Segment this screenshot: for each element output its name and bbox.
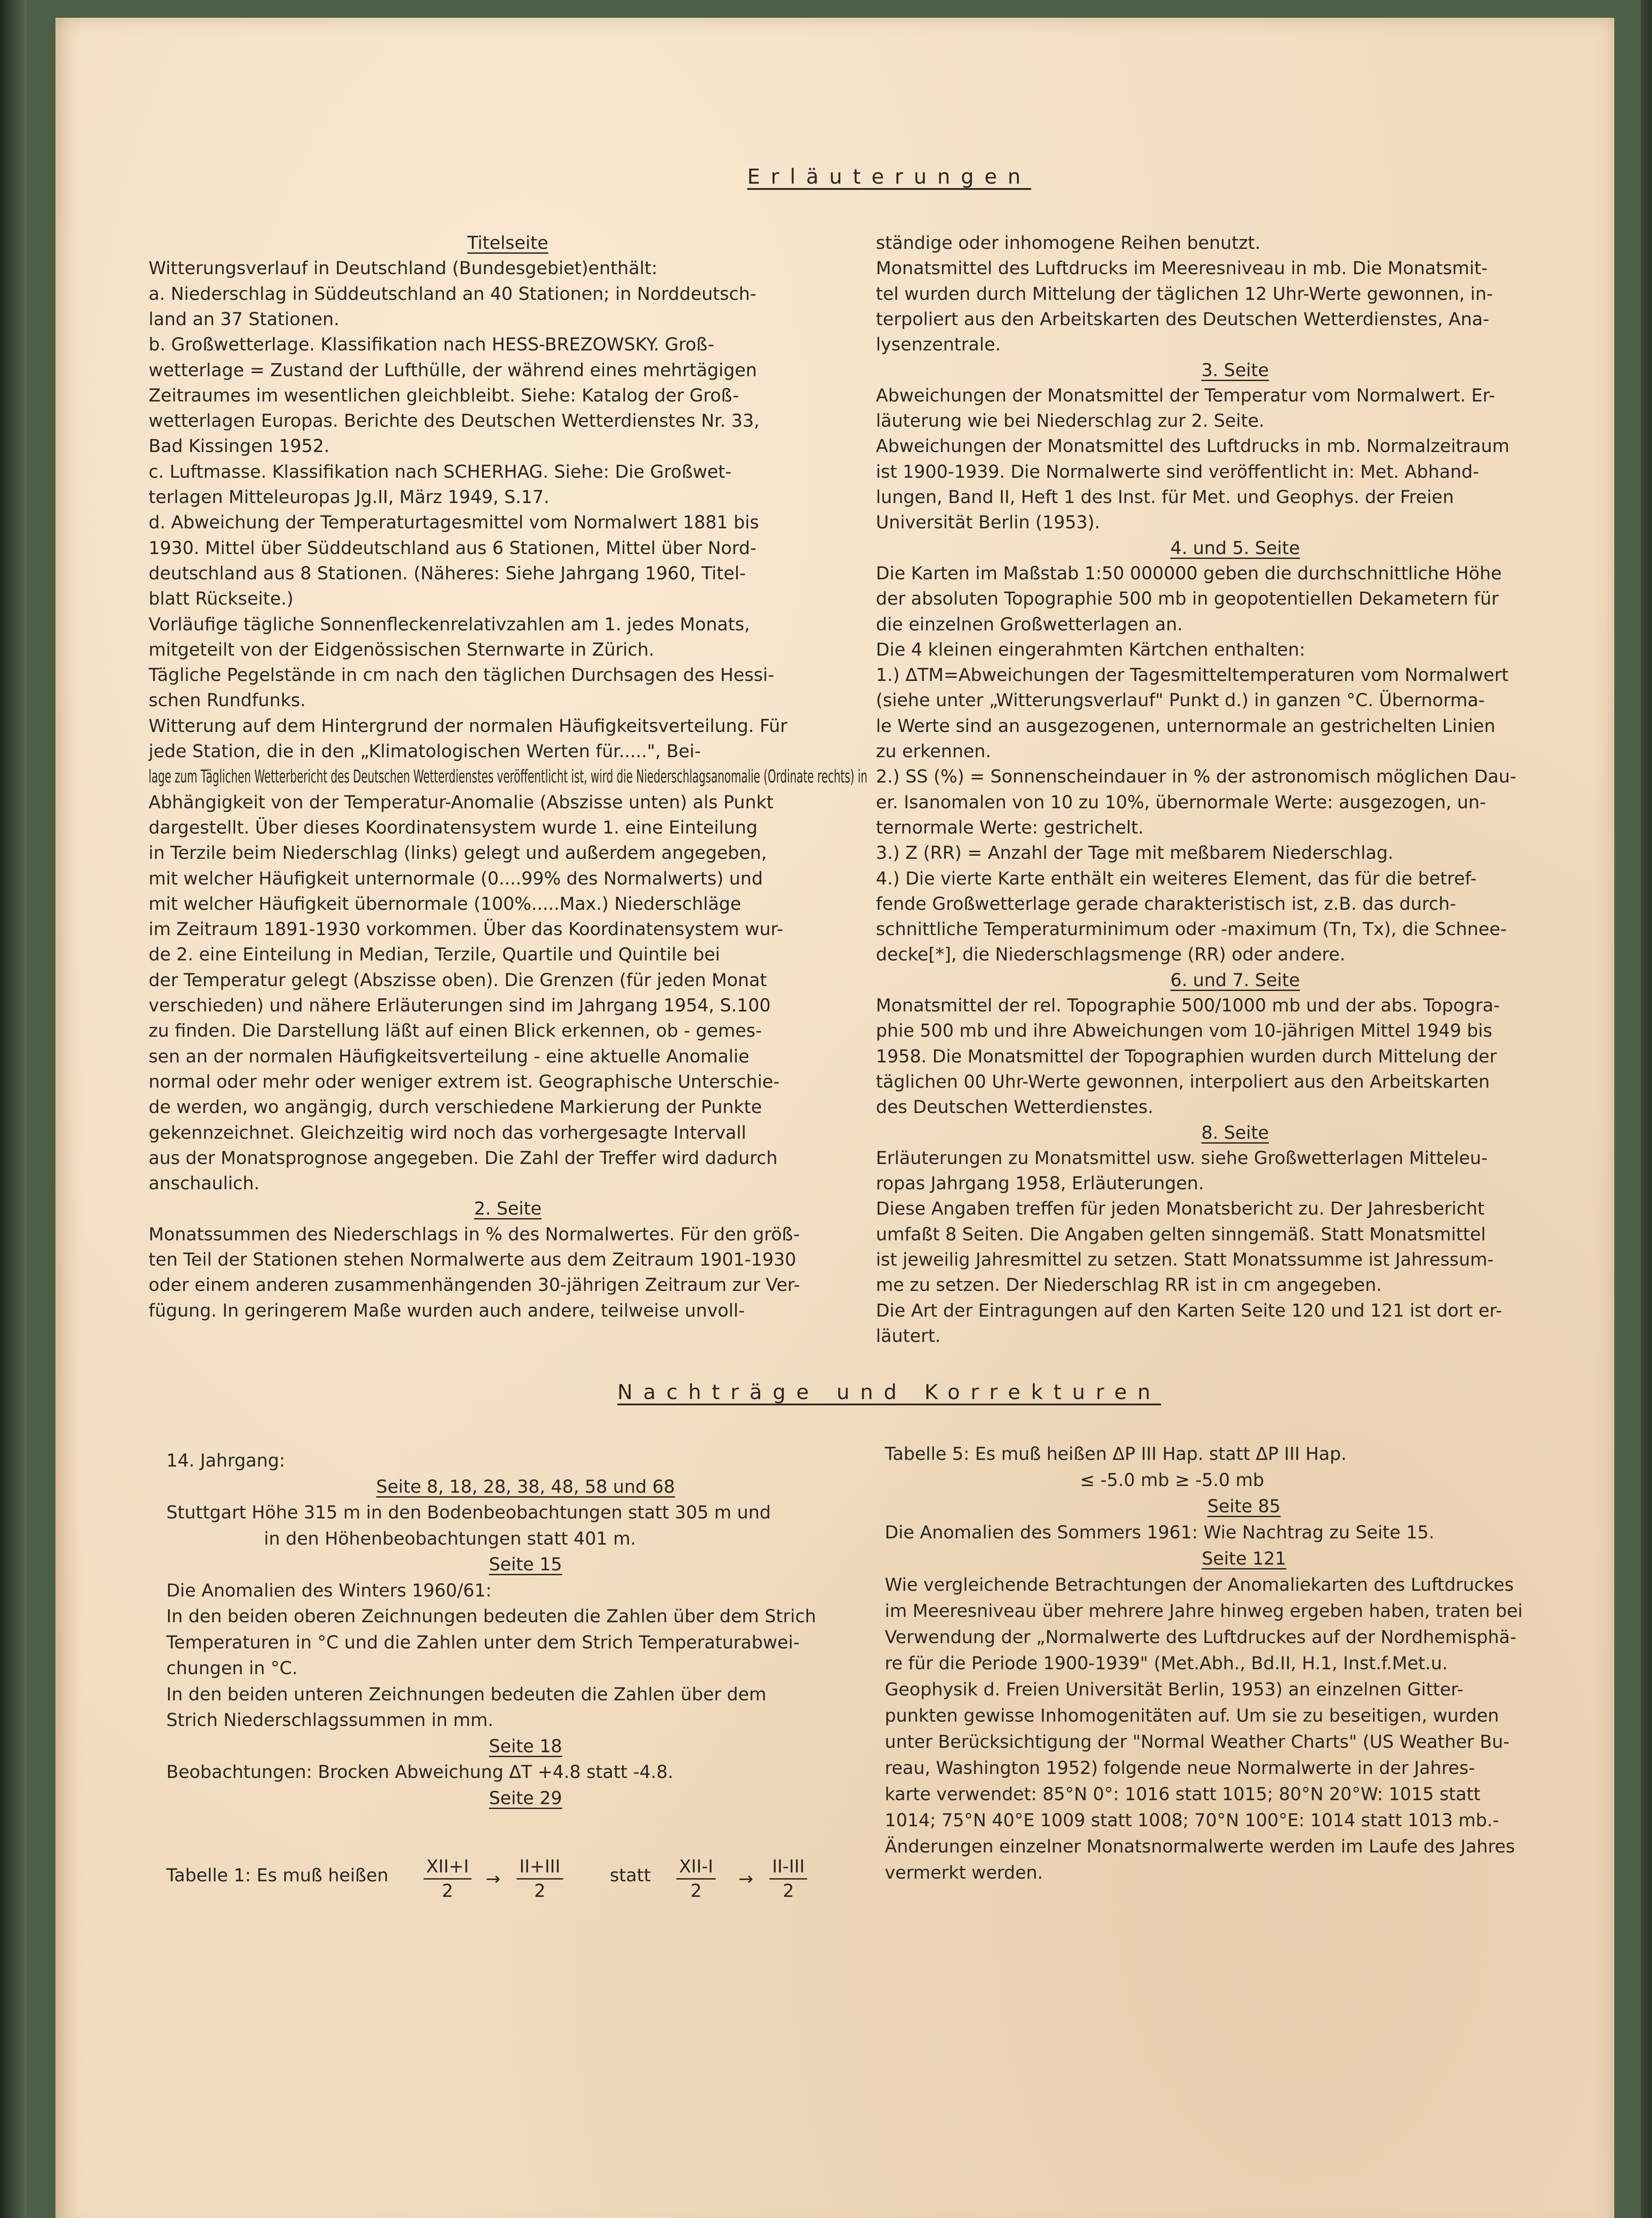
text-line: Tabelle 5: Es muß heißen ΔP III Hap. statt ΔP III Hap. bbox=[885, 1444, 1347, 1464]
text-line: läutert. bbox=[876, 1325, 941, 1346]
text-line: anschaulich. bbox=[149, 1173, 260, 1194]
text-line: fügung. In geringerem Maße wurden auch andere, teilweise unvoll- bbox=[149, 1300, 745, 1321]
text-line: Erläuterungen zu Monatsmittel usw. siehe Großwetterlagen Mitteleu- bbox=[876, 1148, 1488, 1168]
tabelle1-prefix: Tabelle 1: Es muß heißen bbox=[166, 1865, 388, 1886]
subheading: 3. Seite bbox=[1201, 360, 1269, 381]
subheading: Seite 121 bbox=[1201, 1549, 1287, 1569]
text-line: der Temperatur gelegt (Abszisse oben). Die Grenzen (für jeden Monat bbox=[149, 970, 767, 991]
text-line: fende Großwetterlage gerade charakteristisch ist, z.B. das durch- bbox=[876, 893, 1456, 914]
text-line: verschieden) und nähere Erläuterungen sind im Jahrgang 1954, S.100 bbox=[149, 995, 771, 1016]
text-line: gekennzeichnet. Gleichzeitig wird noch das vorhergesagte Intervall bbox=[149, 1122, 746, 1143]
text-line: ropas Jahrgang 1958, Erläuterungen. bbox=[876, 1173, 1204, 1194]
text-line: im Meeresniveau über mehrere Jahre hinweg ergeben haben, traten bei bbox=[885, 1601, 1523, 1621]
text-line: zu finden. Die Darstellung läßt auf einen Blick erkennen, ob - gemes- bbox=[149, 1021, 762, 1042]
fraction-4: II-III 2 bbox=[769, 1855, 807, 1903]
text-line: 3.) Z (RR) = Anzahl der Tage mit meßbarem Niederschlag. bbox=[876, 843, 1393, 864]
text-line: er. Isanomalen von 10 zu 10%, übernormale Werte: ausgezogen, un- bbox=[876, 792, 1486, 813]
text-line: Zeitraumes im wesentlichen gleichbleibt. Siehe: Katalog der Groß- bbox=[149, 385, 739, 406]
text-line: oder einem anderen zusammenhängenden 30-jährigen Zeitraum zur Ver- bbox=[149, 1275, 800, 1296]
text-line: Geophysik d. Freien Universität Berlin, 1953) an einzelnen Gitter- bbox=[885, 1679, 1464, 1700]
subheading: Titelseite bbox=[467, 233, 549, 253]
text-line: in den Höhenbeobachtungen statt 401 m. bbox=[264, 1528, 636, 1549]
subheading: 8. Seite bbox=[1201, 1122, 1269, 1143]
text-line: Monatsmittel der rel. Topographie 500/1000 mb und der abs. Topogra- bbox=[876, 995, 1500, 1016]
text-line: mit welcher Häufigkeit übernormale (100%.....Max.) Niederschläge bbox=[149, 893, 742, 914]
text-line: 14. Jahrgang: bbox=[166, 1451, 285, 1471]
text-line: normal oder mehr oder weniger extrem ist. Geographische Unterschie- bbox=[149, 1071, 780, 1092]
text-line: Stuttgart Höhe 315 m in den Bodenbeobachtungen statt 305 m und bbox=[166, 1502, 771, 1523]
text-line: (siehe unter „Witterungsverlauf" Punkt d.) in ganzen °C. Übernorma- bbox=[876, 690, 1485, 711]
text-line: reau, Washington 1952) folgende neue Normalwerte in der Jahres- bbox=[885, 1758, 1475, 1778]
text-line: schen Rundfunks. bbox=[149, 690, 306, 711]
text-line: karte verwendet: 85°N 0°: 1016 statt 1015; 80°N 20°W: 1015 statt bbox=[885, 1784, 1481, 1805]
text-line: schnittliche Temperaturminimum oder -maximum (Tn, Tx), die Schnee- bbox=[876, 919, 1507, 940]
tabelle1-correction bbox=[166, 1856, 876, 1930]
text-line: 2.) SS (%) = Sonnenscheindauer in % der astronomisch möglichen Dau- bbox=[876, 767, 1517, 787]
text-line: Strich Niederschlagssummen in mm. bbox=[166, 1710, 494, 1730]
text-line: ternormale Werte: gestrichelt. bbox=[876, 817, 1144, 838]
text-line: Temperaturen in °C und die Zahlen unter dem Strich Temperaturabwei- bbox=[166, 1632, 800, 1653]
text-line: lage zum Täglichen Wetterbericht des Deutschen Wetterdienstes veröffentlicht ist, wird die Niederschlagsanomalie (Ordinate rechts) in bbox=[149, 767, 867, 787]
text-line: ≤ -5.0 mb ≥ -5.0 mb bbox=[1080, 1470, 1264, 1490]
text-line: mitgeteilt von der Eidgenössischen Sternwarte in Zürich. bbox=[149, 639, 655, 660]
text-line: zu erkennen. bbox=[876, 741, 991, 762]
text-line: de werden, wo angängig, durch verschiedene Markierung der Punkte bbox=[149, 1097, 762, 1118]
text-line: de 2. eine Einteilung in Median, Terzile, Quartile und Quintile bei bbox=[149, 944, 720, 965]
text-line: wetterlage = Zustand der Lufthülle, der während eines mehrtägigen bbox=[149, 360, 757, 381]
statt-label: statt bbox=[610, 1865, 651, 1886]
text-line: Die Karten im Maßstab 1:50 000000 geben die durchschnittliche Höhe bbox=[876, 563, 1502, 584]
fraction-2: II+III 2 bbox=[517, 1855, 563, 1903]
text-line: Witterung auf dem Hintergrund der normalen Häufigkeitsverteilung. Für bbox=[149, 716, 788, 736]
text-line: decke[*], die Niederschlagsmenge (RR) oder andere. bbox=[876, 944, 1346, 965]
text-line: Verwendung der „Normalwerte des Luftdruckes auf der Nordhemisphä- bbox=[885, 1627, 1517, 1648]
subheading: Seite 29 bbox=[489, 1788, 562, 1809]
arrow-1: → bbox=[486, 1869, 501, 1889]
text-line: deutschland aus 8 Stationen. (Näheres: Siehe Jahrgang 1960, Titel- bbox=[149, 563, 746, 584]
text-line: Tägliche Pegelstände in cm nach den täglichen Durchsagen des Hessi- bbox=[149, 665, 774, 686]
text-line: vermerkt werden. bbox=[885, 1863, 1043, 1883]
text-line: aus der Monatsprognose angegeben. Die Zahl der Treffer wird dadurch bbox=[149, 1148, 778, 1168]
text-line: lysenzentrale. bbox=[876, 334, 1001, 355]
text-line: Diese Angaben treffen für jeden Monatsbericht zu. Der Jahresbericht bbox=[876, 1199, 1485, 1219]
section-title-nachtraege: Nachträge und Korrekturen bbox=[617, 1380, 1161, 1404]
text-line: 1014; 75°N 40°E 1009 statt 1008; 70°N 100°E: 1014 statt 1013 mb.- bbox=[885, 1810, 1499, 1831]
text-line: Monatsmittel des Luftdrucks im Meeresniveau in mb. Die Monatsmit- bbox=[876, 258, 1488, 279]
text-line: ist jeweilig Jahresmittel zu setzen. Statt Monatssumme ist Jahressum- bbox=[876, 1250, 1494, 1270]
text-line: le Werte sind an ausgezogenen, unternormale an gestrichelten Linien bbox=[876, 716, 1495, 736]
text-line: ist 1900-1939. Die Normalwerte sind veröffentlicht in: Met. Abhand- bbox=[876, 461, 1479, 482]
text-line: in Terzile beim Niederschlag (links) gelegt und außerdem angegeben, bbox=[149, 843, 767, 864]
text-line: chungen in °C. bbox=[166, 1658, 298, 1679]
text-line: Monatssummen des Niederschlags in % des Normalwertes. Für den größ- bbox=[149, 1224, 800, 1245]
text-line: blatt Rückseite.) bbox=[149, 589, 294, 610]
document-page bbox=[55, 18, 1614, 2218]
text-line: dargestellt. Über dieses Koordinatensystem wurde 1. eine Einteilung bbox=[149, 817, 758, 838]
text-line: Abhängigkeit von der Temperatur-Anomalie (Abszisse unten) als Punkt bbox=[149, 792, 774, 813]
text-line: die einzelnen Großwetterlagen an. bbox=[876, 614, 1183, 635]
text-line: Abweichungen der Monatsmittel der Temperatur vom Normalwert. Er- bbox=[876, 385, 1495, 406]
fraction-1: XII+I 2 bbox=[424, 1855, 471, 1903]
text-line: Wie vergleichende Betrachtungen der Anomaliekarten des Luftdruckes bbox=[885, 1575, 1514, 1595]
text-line: Universität Berlin (1953). bbox=[876, 512, 1100, 533]
fraction-3: XII-I 2 bbox=[676, 1855, 716, 1903]
text-line: täglichen 00 Uhr-Werte gewonnen, interpoliert aus den Arbeitskarten bbox=[876, 1071, 1490, 1092]
subheading: 6. und 7. Seite bbox=[1170, 970, 1300, 991]
text-line: wetterlagen Europas. Berichte des Deutschen Wetterdienstes Nr. 33, bbox=[149, 411, 760, 432]
text-line: terpoliert aus den Arbeitskarten des Deutschen Wetterdienstes, Ana- bbox=[876, 309, 1489, 330]
text-line: sen an der normalen Häufigkeitsverteilung - eine aktuelle Anomalie bbox=[149, 1046, 749, 1067]
text-line: 1.) ΔTM=Abweichungen der Tagesmitteltemperaturen vom Normalwert bbox=[876, 665, 1509, 686]
text-line: me zu setzen. Der Niederschlag RR ist in cm angegeben. bbox=[876, 1275, 1382, 1296]
text-line: der absoluten Topographie 500 mb in geopotentiellen Dekametern für bbox=[876, 589, 1499, 610]
subheading: Seite 18 bbox=[489, 1736, 562, 1757]
text-line: mit welcher Häufigkeit unternormale (0....99% des Normalwerts) und bbox=[149, 868, 763, 889]
text-line: ten Teil der Stationen stehen Normalwerte aus dem Zeitraum 1901-1930 bbox=[149, 1250, 797, 1270]
text-line: land an 37 Stationen. bbox=[149, 309, 340, 330]
text-line: Die Art der Eintragungen auf den Karten Seite 120 und 121 ist dort er- bbox=[876, 1300, 1502, 1321]
text-line: terlagen Mitteleuropas Jg.II, März 1949, S.17. bbox=[149, 487, 549, 507]
text-line: jede Station, die in den „Klimatologischen Werten für.....", Bei- bbox=[149, 741, 701, 762]
text-line: Vorläufige tägliche Sonnenfleckenrelativzahlen am 1. jedes Monats, bbox=[149, 614, 750, 635]
text-line: c. Luftmasse. Klassifikation nach SCHERHAG. Siehe: Die Großwet- bbox=[149, 461, 732, 482]
section-title-erlaeuterungen: Erläuterungen bbox=[747, 165, 1032, 189]
text-line: 4.) Die vierte Karte enthält ein weiteres Element, das für die betref- bbox=[876, 868, 1477, 889]
text-line: 1930. Mittel über Süddeutschland aus 6 Stationen, Mittel über Nord- bbox=[149, 538, 757, 558]
text-line: im Zeitraum 1891-1930 vorkommen. Über das Koordinatensystem wur- bbox=[149, 919, 783, 940]
text-line: Änderungen einzelner Monatsnormalwerte werden im Laufe des Jahres bbox=[885, 1837, 1515, 1857]
text-line: lungen, Band II, Heft 1 des Inst. für Met. und Geophys. der Freien bbox=[876, 487, 1454, 507]
text-line: ständige oder inhomogene Reihen benutzt. bbox=[876, 233, 1261, 253]
text-line: Beobachtungen: Brocken Abweichung ΔT +4.8 statt -4.8. bbox=[166, 1762, 674, 1782]
text-line: des Deutschen Wetterdienstes. bbox=[876, 1097, 1154, 1118]
subheading: 4. und 5. Seite bbox=[1170, 538, 1300, 558]
text-line: umfaßt 8 Seiten. Die Angaben gelten sinngemäß. Statt Monatsmittel bbox=[876, 1224, 1486, 1245]
text-line: 1958. Die Monatsmittel der Topographien wurden durch Mittelung der bbox=[876, 1046, 1497, 1067]
arrow-2: → bbox=[738, 1869, 753, 1889]
text-line: b. Großwetterlage. Klassifikation nach HESS-BREZOWSKY. Groß- bbox=[149, 334, 714, 355]
text-line: Bad Kissingen 1952. bbox=[149, 436, 330, 457]
text-line: In den beiden unteren Zeichnungen bedeuten die Zahlen über dem bbox=[166, 1684, 767, 1705]
text-line: In den beiden oberen Zeichnungen bedeuten die Zahlen über dem Strich bbox=[166, 1606, 816, 1627]
text-line: re für die Periode 1900-1939" (Met.Abh., Bd.II, H.1, Inst.f.Met.u. bbox=[885, 1653, 1448, 1674]
text-line: Die 4 kleinen eingerahmten Kärtchen enthalten: bbox=[876, 639, 1306, 660]
text-line: Die Anomalien des Sommers 1961: Wie Nachtrag zu Seite 15. bbox=[885, 1522, 1435, 1543]
subheading: Seite 85 bbox=[1207, 1496, 1281, 1517]
subheading: 2. Seite bbox=[474, 1199, 542, 1219]
text-line: Abweichungen der Monatsmittel des Luftdrucks in mb. Normalzeitraum bbox=[876, 436, 1510, 457]
text-line: Witterungsverlauf in Deutschland (Bundesgebiet)enthält: bbox=[149, 258, 658, 279]
subheading: Seite 15 bbox=[489, 1554, 562, 1575]
text-line: tel wurden durch Mittelung der täglichen 12 Uhr-Werte gewonnen, in- bbox=[876, 283, 1493, 304]
text-line: punkten gewisse Inhomogenitäten auf. Um sie zu beseitigen, wurden bbox=[885, 1706, 1499, 1726]
text-line: a. Niederschlag in Süddeutschland an 40 Stationen; in Norddeutsch- bbox=[149, 283, 757, 304]
subheading: Seite 8, 18, 28, 38, 48, 58 und 68 bbox=[376, 1476, 675, 1497]
text-line: phie 500 mb und ihre Abweichungen vom 10-jährigen Mittel 1949 bis bbox=[876, 1021, 1492, 1042]
text-line: läuterung wie bei Niederschlag zur 2. Seite. bbox=[876, 411, 1265, 432]
text-line: d. Abweichung der Temperaturtagesmittel vom Normalwert 1881 bis bbox=[149, 512, 759, 533]
text-line: unter Berücksichtigung der "Normal Weather Charts" (US Weather Bu- bbox=[885, 1732, 1510, 1752]
text-line: Die Anomalien des Winters 1960/61: bbox=[166, 1580, 492, 1601]
